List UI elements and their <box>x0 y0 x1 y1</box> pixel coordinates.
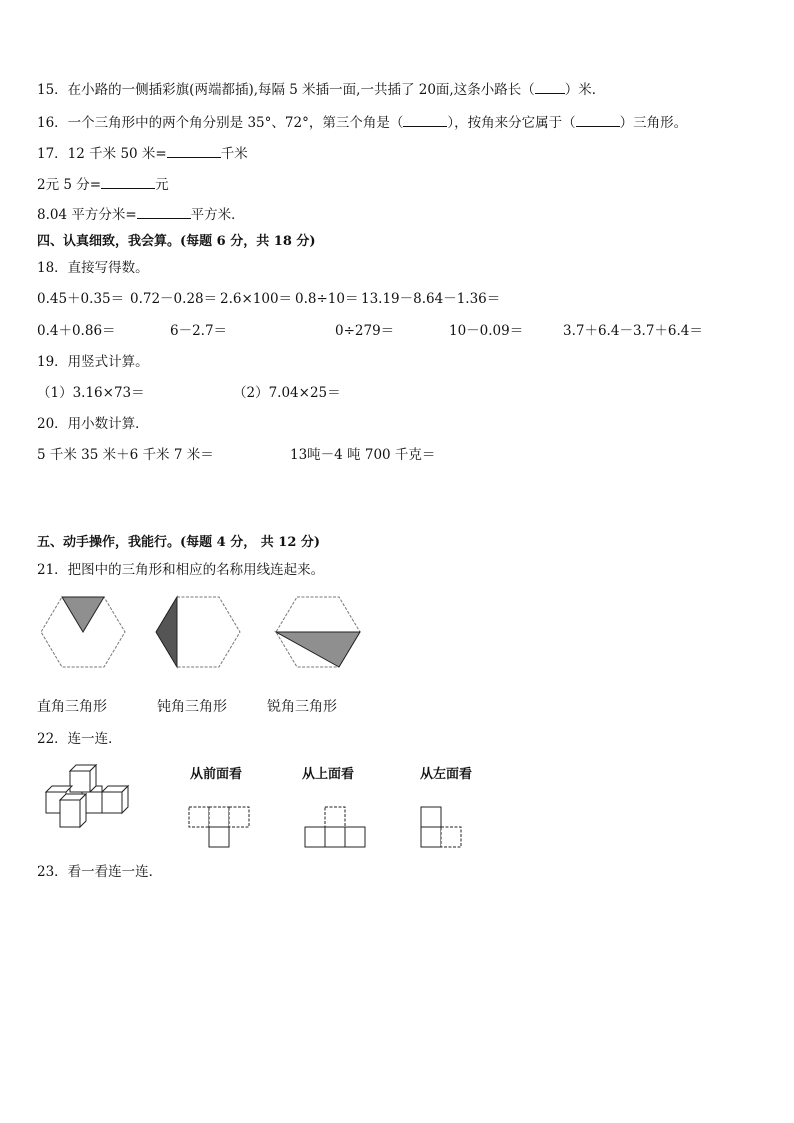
q18-item: 10－0.09＝ <box>449 323 524 339</box>
q17-text-2: 2元 5 分= <box>37 177 102 193</box>
top-view-figure <box>304 806 368 848</box>
q18-item: 0÷279＝ <box>335 323 395 339</box>
question-23-title: 23．看一看连一连． <box>37 864 163 880</box>
q18-item: 0.45＋0.35＝ <box>37 291 125 307</box>
question-16 <box>37 114 687 132</box>
q18-item: 0.8÷10＝ <box>295 291 359 307</box>
label-acute-triangle: 锐角三角形 <box>267 699 337 715</box>
label-right-triangle: 直角三角形 <box>37 699 107 715</box>
q18-item: 6－2.7＝ <box>170 323 228 339</box>
front-view-figure <box>188 806 252 848</box>
cube-stack-figure <box>44 762 136 828</box>
question-20-title: 20．用小数计算． <box>37 416 149 432</box>
q16-answer-blank-1[interactable] <box>403 114 447 127</box>
hexagon-figure-1 <box>40 596 126 668</box>
q17-answer-blank-2[interactable] <box>101 176 155 189</box>
q17-text-1: 17．12 千米 50 米= <box>37 146 167 162</box>
q17-unit-2: 元 <box>155 177 169 193</box>
q15-text-end: ）米． <box>564 82 606 98</box>
q17-answer-blank-1[interactable] <box>167 145 221 158</box>
question-22-title: 22．连一连． <box>37 731 122 747</box>
q17-text-3: 8.04 平方分米= <box>37 207 137 223</box>
q19-item-2: （2）7.04×25＝ <box>233 385 341 401</box>
view-label-top: 从上面看 <box>302 767 355 782</box>
question-17-line-1 <box>37 145 248 163</box>
q16-text-mid: ），按角来分它属于（ <box>447 115 576 131</box>
q18-item: 2.6×100＝ <box>220 291 293 307</box>
question-17-line-3 <box>37 206 245 224</box>
q16-text-end: ）三角形。 <box>619 115 688 131</box>
q20-item-1: 5 千米 35 米＋6 千米 7 米＝ <box>37 447 214 463</box>
q18-item: 0.4＋0.86＝ <box>37 323 116 339</box>
left-view-figure <box>420 806 464 848</box>
question-19-title: 19．用竖式计算。 <box>37 354 149 370</box>
q16-answer-blank-2[interactable] <box>576 114 620 127</box>
question-21-title: 21．把图中的三角形和相应的名称用线连起来。 <box>37 562 325 578</box>
section-5-heading: 五、动手操作，我能行。(每题 4 分， 共 12 分) <box>37 535 321 550</box>
q17-unit-1: 千米 <box>220 146 248 162</box>
label-obtuse-triangle: 钝角三角形 <box>157 699 227 715</box>
hexagon-figure-2 <box>155 596 241 668</box>
q15-answer-blank[interactable] <box>535 81 565 94</box>
q17-unit-3: 平方米． <box>190 207 245 223</box>
q18-item: 3.7＋6.4－3.7＋6.4＝ <box>563 323 703 339</box>
section-4-heading: 四、认真细致，我会算。(每题 6 分，共 18 分) <box>37 234 316 249</box>
q20-item-2: 13吨－4 吨 700 千克＝ <box>290 447 436 463</box>
q19-item-1: （1）3.16×73＝ <box>37 385 145 401</box>
question-17-line-2 <box>37 176 169 194</box>
q16-text: 16．一个三角形中的两个角分别是 35°、72°，第三个角是（ <box>37 115 404 131</box>
view-label-left: 从左面看 <box>420 767 473 782</box>
view-label-front: 从前面看 <box>190 767 243 782</box>
question-18-title: 18．直接写得数。 <box>37 260 149 276</box>
q18-item: 13.19－8.64－1.36＝ <box>361 291 501 307</box>
q18-item: 0.72－0.28＝ <box>130 291 218 307</box>
q17-answer-blank-3[interactable] <box>137 206 191 219</box>
hexagon-figure-3 <box>275 596 361 668</box>
q15-text: 15．在小路的一侧插彩旗(两端都插),每隔 5 米插一面,一共插了 20面,这条小路长（ <box>37 82 535 98</box>
question-15 <box>37 81 605 99</box>
